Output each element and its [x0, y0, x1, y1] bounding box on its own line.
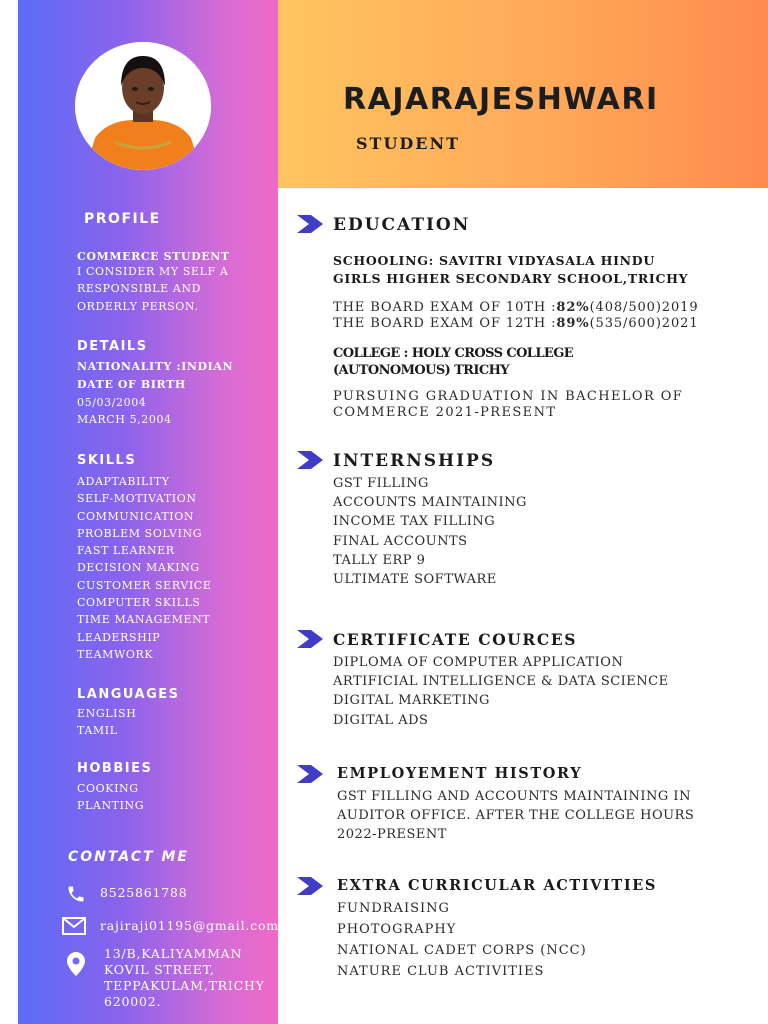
- skill-item: COMMUNICATION: [77, 509, 195, 523]
- skill-item: CUSTOMER SERVICE: [77, 578, 212, 592]
- certificate-item: ARTIFICIAL INTELLIGENCE & DATA SCIENCE: [333, 674, 669, 690]
- internship-item: INCOME TAX FILLING: [333, 514, 496, 530]
- details-heading: DETAILS: [77, 339, 148, 354]
- extracurricular-heading: EXTRA CURRICULAR ACTIVITIES: [337, 877, 657, 894]
- employment-block: [337, 787, 694, 844]
- email-address[interactable]: rajiraji01195@gmail.com: [100, 918, 279, 933]
- education-heading: EDUCATION: [333, 215, 471, 235]
- chevron-right-icon: [297, 877, 323, 895]
- phone-number[interactable]: 8525861788: [100, 885, 188, 900]
- skill-item: TEAMWORK: [77, 647, 154, 661]
- board-exam-10th-prefix: THE BOARD EXAM OF 10TH :: [333, 300, 557, 315]
- pursuing-line-1: PURSUING GRADUATION IN BACHELOR OF: [333, 389, 684, 404]
- college-line-2: (AUTONOMOUS) TRICHY: [333, 363, 509, 378]
- person-portrait-icon: [75, 42, 211, 170]
- skills-list: [77, 473, 211, 663]
- employment-line-1: GST FILLING AND ACCOUNTS MAINTAINING IN: [337, 789, 691, 804]
- languages-list: [77, 705, 136, 740]
- activity-item: PHOTOGRAPHY: [337, 922, 457, 937]
- map-pin-icon: [67, 952, 85, 976]
- profile-line-3: ORDERLY PERSON.: [77, 299, 199, 313]
- board-exam-12th-percent: 89%: [556, 316, 590, 331]
- skill-item: DECISION MAKING: [77, 561, 200, 575]
- profile-photo: [75, 42, 211, 170]
- dob-text: MARCH 5,2004: [77, 413, 172, 427]
- board-exam-10th-percent: 82%: [556, 300, 590, 315]
- skills-heading: SKILLS: [77, 453, 137, 468]
- certificates-heading: CERTIFICATE COURCES: [333, 630, 578, 649]
- candidate-role: STUDENT: [356, 134, 461, 153]
- certificate-item: DIGITAL MARKETING: [333, 693, 490, 709]
- extracurricular-list: [337, 898, 587, 982]
- hobbies-heading: HOBBIES: [77, 761, 153, 776]
- contact-heading: CONTACT ME: [68, 849, 189, 865]
- chevron-right-icon: [297, 215, 323, 233]
- internships-heading: INTERNSHIPS: [333, 451, 496, 471]
- employment-heading: EMPLOYEMENT HISTORY: [337, 765, 583, 782]
- address-line-3: TEPPAKULAM,TRICHY: [104, 978, 265, 993]
- dob-numeric: 05/03/2004: [77, 396, 147, 409]
- languages-heading: LANGUAGES: [77, 687, 180, 702]
- nationality: NATIONALITY :INDIAN: [77, 360, 234, 373]
- envelope-icon: [62, 917, 86, 935]
- internship-item: ULTIMATE SOFTWARE: [333, 572, 497, 588]
- employment-line-3: 2022-PRESENT: [337, 827, 447, 842]
- skill-item: COMPUTER SKILLS: [77, 596, 201, 610]
- schooling-line-2: GIRLS HIGHER SECONDARY SCHOOL,TRICHY: [333, 271, 689, 286]
- profile-heading: PROFILE: [84, 211, 161, 227]
- candidate-name: RAJARAJESHWARI: [343, 82, 659, 117]
- hobbies-list: [77, 780, 144, 815]
- chevron-right-icon: [297, 630, 323, 648]
- skill-item: SELF-MOTIVATION: [77, 492, 197, 506]
- internship-item: GST FILLING: [333, 476, 429, 491]
- chevron-right-icon: [297, 765, 323, 783]
- board-exam-12th: [333, 316, 699, 332]
- internships-list: [333, 474, 527, 589]
- schooling-block: [333, 252, 688, 288]
- language-item: ENGLISH: [77, 707, 137, 720]
- internship-item: ACCOUNTS MAINTAINING: [333, 495, 527, 511]
- details-section: [77, 358, 233, 429]
- skill-item: TIME MANAGEMENT: [77, 613, 211, 627]
- internship-item: FINAL ACCOUNTS: [333, 533, 468, 549]
- employment-line-2: AUDITOR OFFICE. AFTER THE COLLEGE HOURS: [337, 808, 695, 823]
- certificate-item: DIGITAL ADS: [333, 712, 429, 728]
- page-margin: [0, 0, 18, 1024]
- activity-item: FUNDRAISING: [337, 901, 450, 916]
- hobby-item: COOKING: [77, 782, 139, 795]
- address-line-4: 620002.: [104, 994, 162, 1009]
- dob-label: DATE OF BIRTH: [77, 378, 186, 391]
- schooling-line-1: SCHOOLING: SAVITRI VIDYASALA HINDU: [333, 253, 655, 268]
- profile-line-2: RESPONSIBLE AND: [77, 282, 202, 296]
- college-block: [333, 345, 573, 379]
- phone-icon: [66, 884, 86, 904]
- college-line-1: COLLEGE : HOLY CROSS COLLEGE: [333, 346, 574, 361]
- board-exam-12th-suffix: (535/600)2021: [589, 316, 699, 331]
- language-item: TAMIL: [77, 724, 118, 738]
- skill-item: FAST LEARNER: [77, 544, 175, 558]
- profile-title: COMMERCE STUDENT: [77, 250, 230, 263]
- board-exam-12th-prefix: THE BOARD EXAM OF 12TH :: [333, 316, 557, 331]
- activity-item: NATIONAL CADET CORPS (NCC): [337, 943, 587, 958]
- hobby-item: PLANTING: [77, 799, 145, 813]
- board-exam-10th: [333, 300, 699, 316]
- certificate-item: DIPLOMA OF COMPUTER APPLICATION: [333, 655, 624, 670]
- certificates-list: [333, 653, 669, 730]
- skill-item: PROBLEM SOLVING: [77, 526, 203, 540]
- skill-item: LEADERSHIP: [77, 630, 161, 644]
- pursuing-line-2: COMMERCE 2021-PRESENT: [333, 405, 557, 420]
- chevron-right-icon: [297, 451, 323, 469]
- address-line-1: 13/B,KALIYAMMAN: [104, 946, 243, 961]
- profile-section: [77, 250, 230, 315]
- address-line-2: KOVIL STREET,: [104, 962, 215, 977]
- pursuing-block: [333, 389, 683, 421]
- skill-item: ADAPTABILITY: [77, 475, 170, 488]
- address-block: [104, 946, 265, 1010]
- profile-line-1: I CONSIDER MY SELF A: [77, 265, 229, 278]
- activity-item: NATURE CLUB ACTIVITIES: [337, 964, 545, 979]
- internship-item: TALLY ERP 9: [333, 552, 426, 568]
- board-exam-10th-suffix: (408/500)2019: [589, 300, 699, 315]
